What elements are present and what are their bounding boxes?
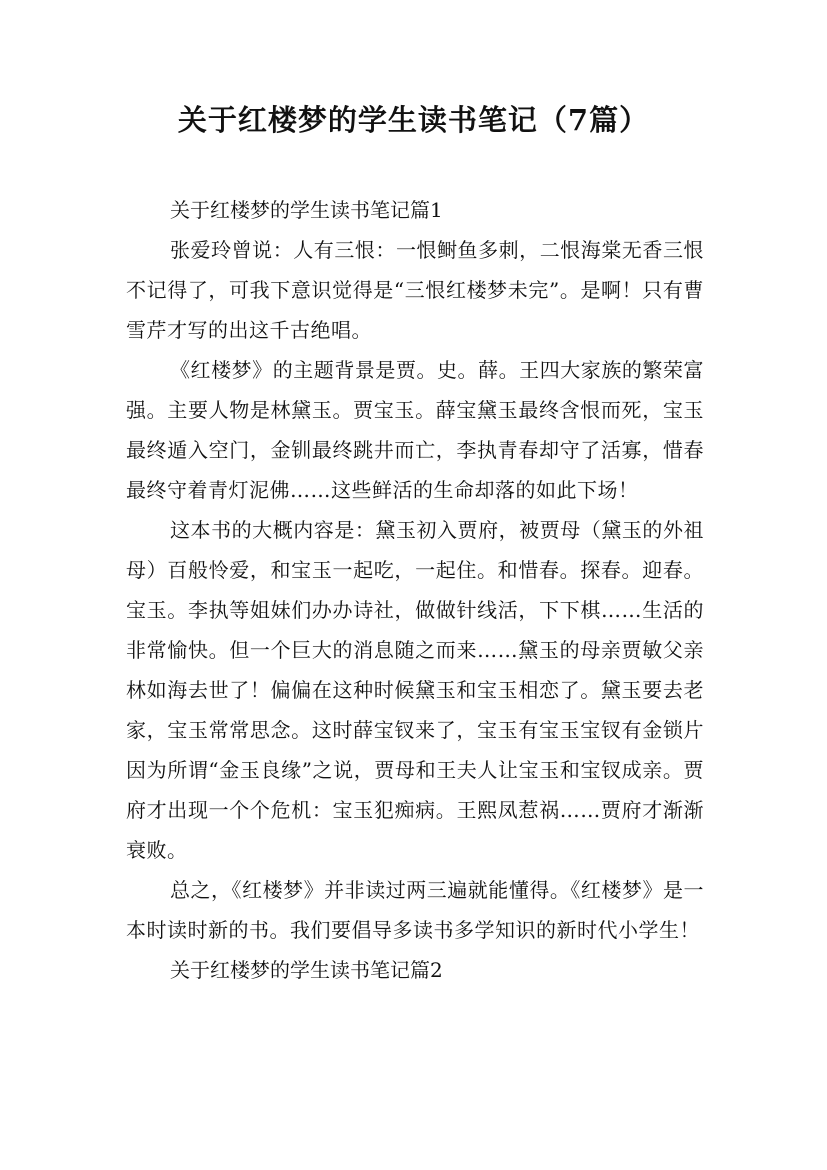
- paragraph: 总之，《红楼梦》并非读过两三遍就能懂得。《红楼梦》是一本时读时新的书。我们要倡导多读书多学知识的新时代小学生！: [126, 878, 704, 942]
- paragraph: 张爱玲曾说：人有三恨：一恨鲥鱼多刺，二恨海棠无香三恨不记得了，可我下意识觉得是“三恨红楼梦未完”。是啊！只有曹雪芹才写的出这千古绝唱。: [126, 238, 704, 342]
- paragraph: 《红楼梦》的主题背景是贾。史。薛。王四大家族的繁荣富强。主要人物是林黛玉。贾宝玉。薛宝黛玉最终含恨而死，宝玉最终遁入空门，金钏最终跳井而亡，李执青春却守了活寡，惜春最终守着青灯泥佛……这些鲜活的生命却落的如此下场！: [126, 358, 704, 502]
- document-title: 关于红楼梦的学生读书笔记（7篇）: [177, 103, 650, 137]
- document-body: [126, 190, 704, 990]
- section-heading-2: 关于红楼梦的学生读书笔记篇2: [170, 958, 443, 982]
- paragraph: 这本书的大概内容是：黛玉初入贾府，被贾母（黛玉的外祖母）百般怜爱，和宝玉一起吃，一起住。和惜春。探春。迎春。宝玉。李执等姐妹们办办诗社，做做针线活，下下棋……生活的非常愉快。但一个巨大的消息随之而来……黛玉的母亲贾敏父亲林如海去世了！偏偏在这种时候黛玉和宝玉相恋了。黛玉要去老家，宝玉常常思念。这时薛宝钗来了，宝玉有宝玉宝钗有金锁片因为所谓“金玉良缘”之说，贾母和王夫人让宝玉和宝钗成亲。贾府才出现一个个危机：宝玉犯痴病。王熙凤惹祸……贾府才渐渐衰败。: [126, 518, 704, 862]
- section-heading-1: 关于红楼梦的学生读书笔记篇1: [170, 198, 443, 222]
